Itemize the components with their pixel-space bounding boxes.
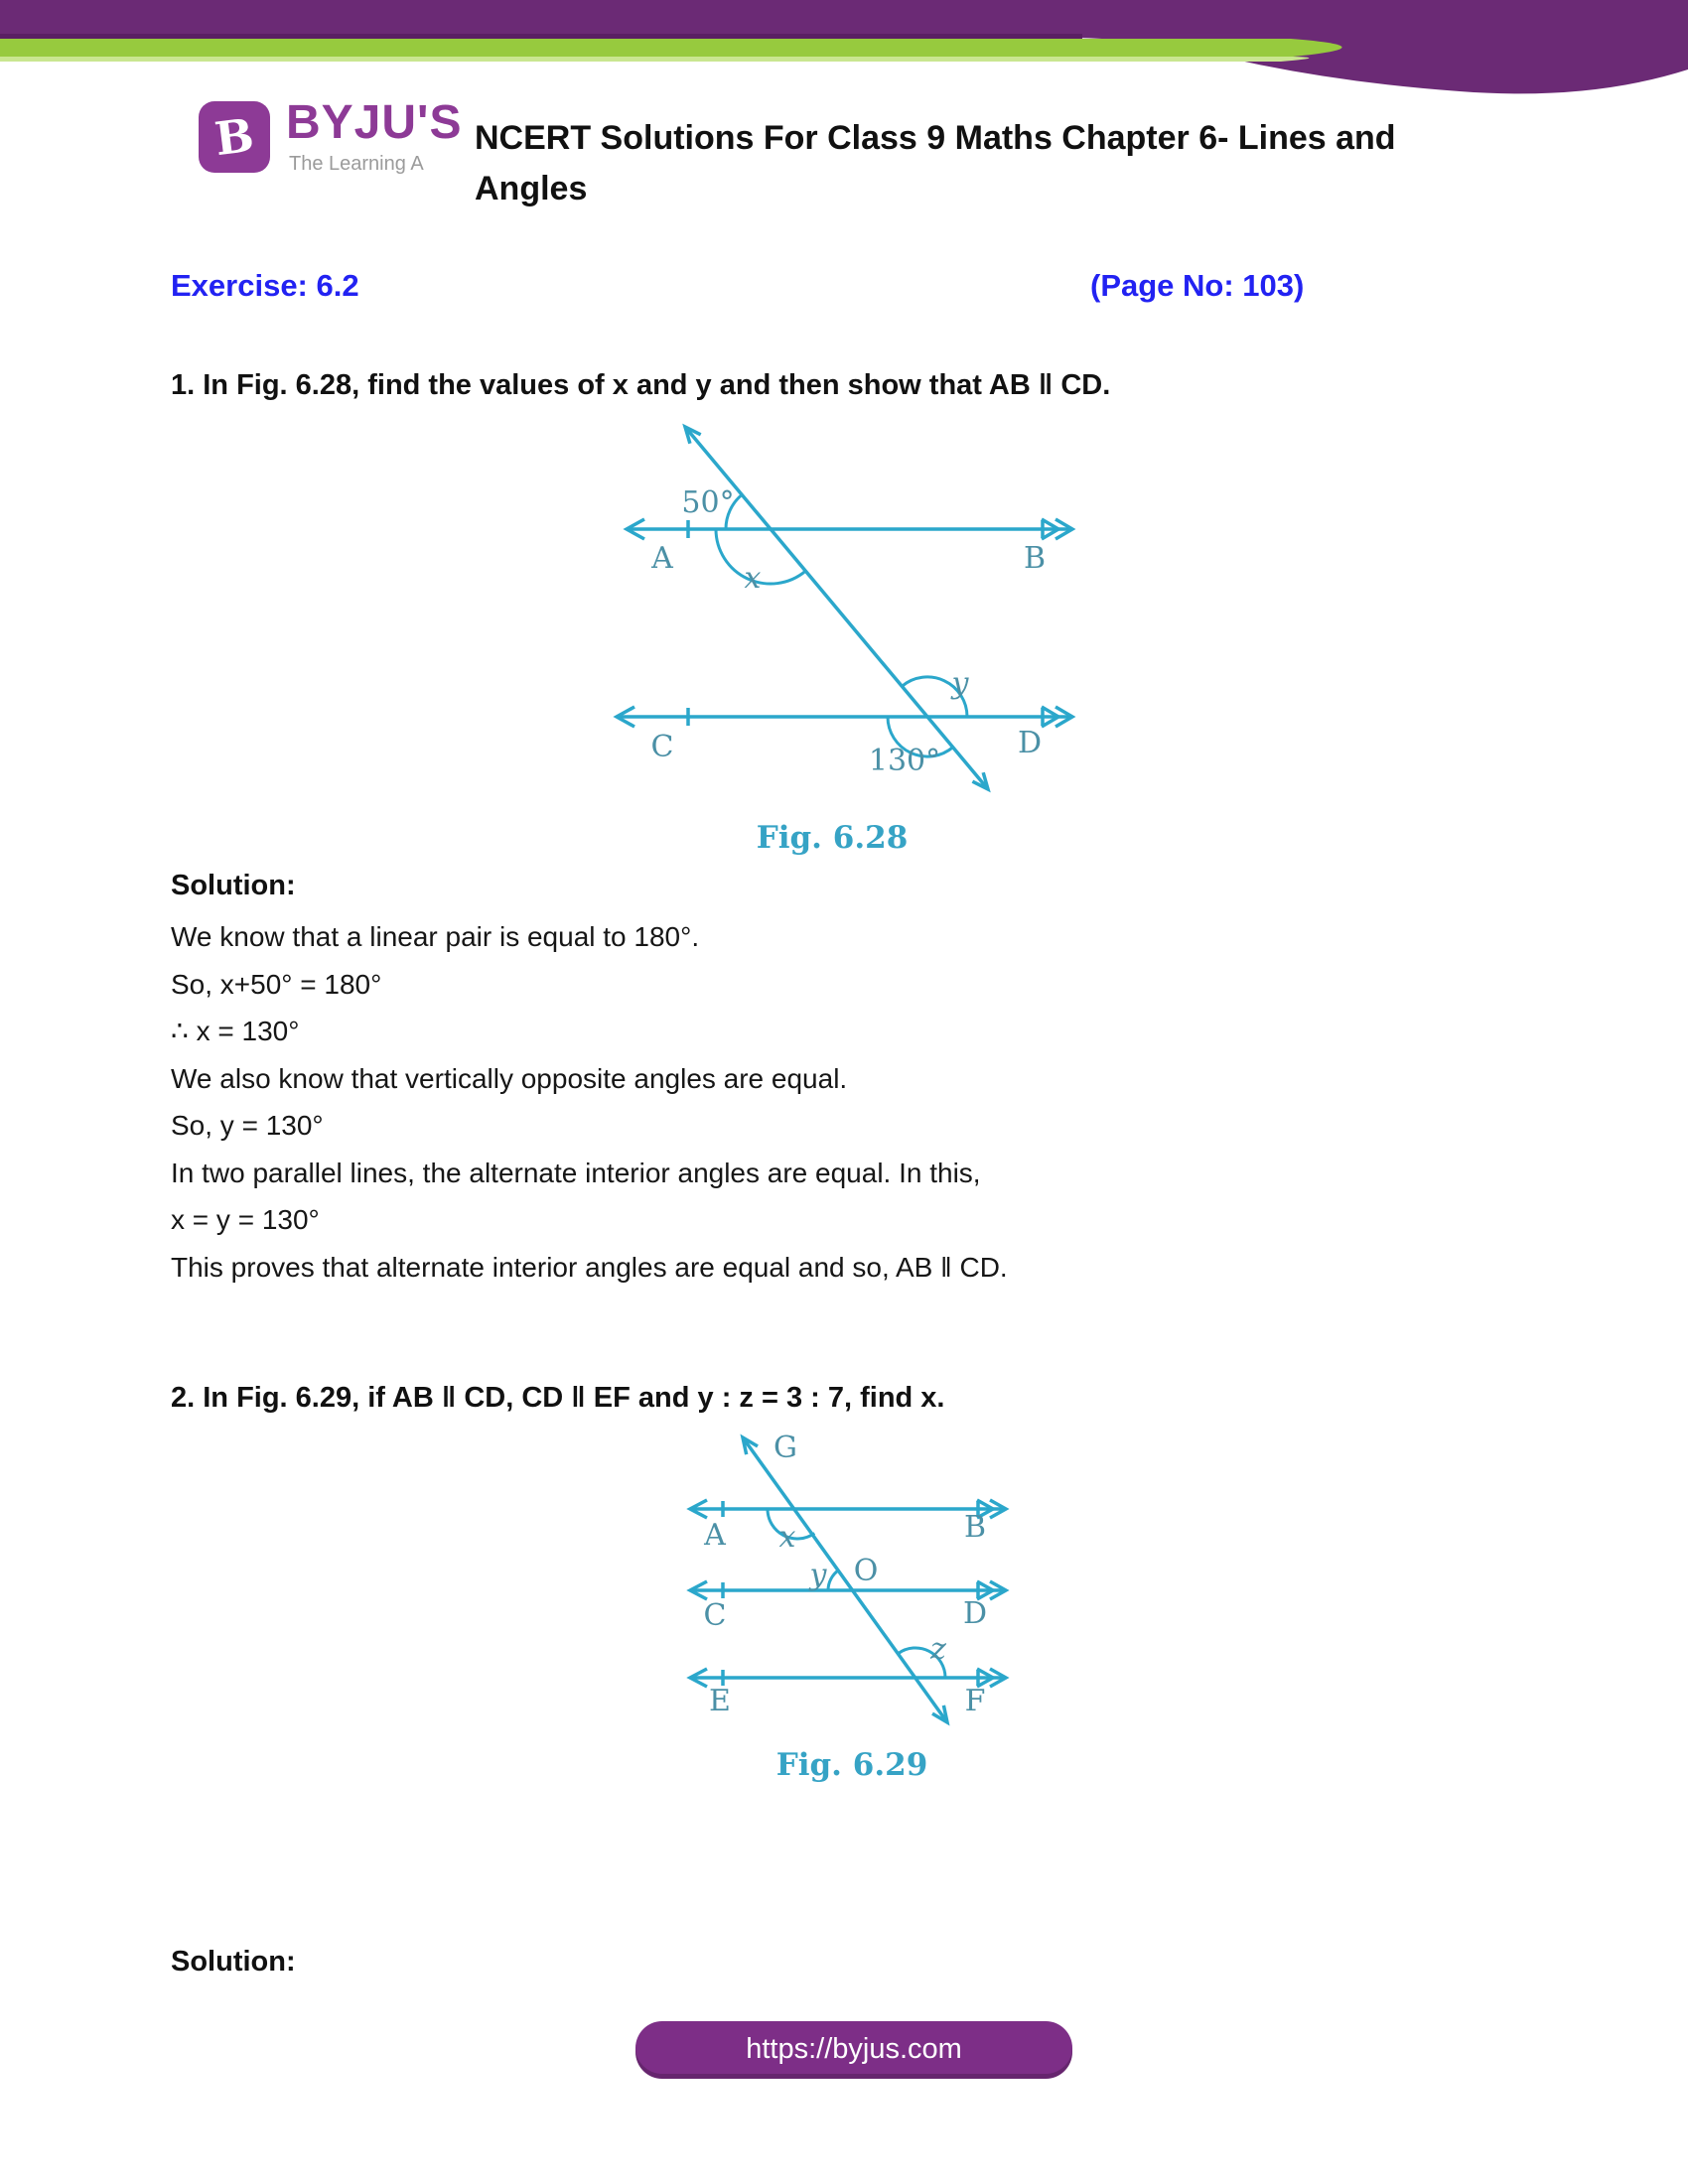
swoosh-green-shape [0, 39, 1342, 57]
fig1-label-d: D [1017, 726, 1043, 760]
question-2-text: 2. In Fig. 6.29, if AB ‖ CD, CD ‖ EF and y : z = 3 : 7, find x. [171, 1382, 945, 1414]
solution-2-heading: Solution: [171, 1946, 296, 1978]
fig-6-28-diagram [427, 417, 1082, 864]
solution-1-line: This proves that alternate interior angles are equal and so, AB ‖ CD. [171, 1251, 1008, 1283]
fig1-label-a: A [651, 541, 673, 576]
fig1-angle-50-label: 50° [681, 485, 735, 520]
solution-1-line: So, x+50° = 180° [171, 968, 382, 1000]
fig2-transversal-line [743, 1437, 947, 1722]
solution-1-line: So, y = 130° [171, 1110, 324, 1141]
fig1-transversal-line [685, 427, 988, 789]
page-title-line2: Angles [475, 170, 588, 207]
page-title-line1: NCERT Solutions For Class 9 Maths Chapter 6- Lines and [475, 119, 1396, 157]
fig2-label-b: B [963, 1510, 987, 1545]
swoosh-green-light-edge [0, 57, 1309, 62]
fig2-label-d: D [962, 1596, 988, 1631]
fig2-line-ab [690, 1500, 1006, 1518]
fig2-label-c: C [703, 1598, 727, 1633]
fig1-line-ab [627, 519, 1072, 539]
fig2-angle-x-label: x [778, 1520, 796, 1555]
byjus-logo-b-icon: B [211, 107, 257, 167]
fig1-angle-130-label: 130° [868, 744, 941, 778]
solution-1-text [171, 913, 1008, 1291]
solution-1-line: x = y = 130° [171, 1204, 320, 1235]
fig2-label-f: F [964, 1684, 986, 1718]
solution-1-line: We also know that vertically opposite angles are equal. [171, 1062, 848, 1094]
fig-6-29-diagram [477, 1420, 1092, 1797]
fig2-label-a: A [704, 1518, 726, 1553]
byjus-tagline: The Learning A [289, 153, 424, 175]
solution-1-line: In two parallel lines, the alternate interior angles are equal. In this, [171, 1157, 981, 1188]
fig2-line-ef [690, 1669, 1006, 1687]
fig2-label-g: G [774, 1431, 797, 1465]
solution-1-line: We know that a linear pair is equal to 180°. [171, 921, 700, 952]
fig2-point-o-label: O [853, 1554, 879, 1588]
fig1-angle-x-label: x [744, 561, 762, 596]
fig1-label-b: B [1023, 541, 1047, 576]
byjus-brand-text: BYJU'S [286, 96, 463, 149]
solution-1-heading: Solution: [171, 870, 296, 901]
fig1-caption: Fig. 6.28 [756, 820, 909, 856]
byjus-logo [199, 101, 270, 173]
fig2-label-e: E [709, 1684, 731, 1718]
fig1-label-c: C [650, 730, 674, 764]
fig1-angle-y-label: y [951, 666, 969, 701]
fig2-angle-y-label: y [809, 1558, 827, 1592]
solution-1-line: ∴ x = 130° [171, 1016, 300, 1046]
page-number-reference: (Page No: 103) [1090, 268, 1305, 303]
exercise-heading: Exercise: 6.2 [171, 268, 359, 303]
page-title [475, 113, 1567, 214]
fig1-line-cd [617, 707, 1072, 727]
fig2-caption: Fig. 6.29 [775, 1747, 928, 1783]
fig2-angle-z-label: z [930, 1632, 946, 1667]
question-1-text: 1. In Fig. 6.28, find the values of x and y and then show that AB ‖ CD. [171, 369, 1111, 401]
swoosh-dark-edge [0, 34, 1082, 39]
byjus-url-button[interactable]: https://byjus.com [635, 2021, 1072, 2079]
